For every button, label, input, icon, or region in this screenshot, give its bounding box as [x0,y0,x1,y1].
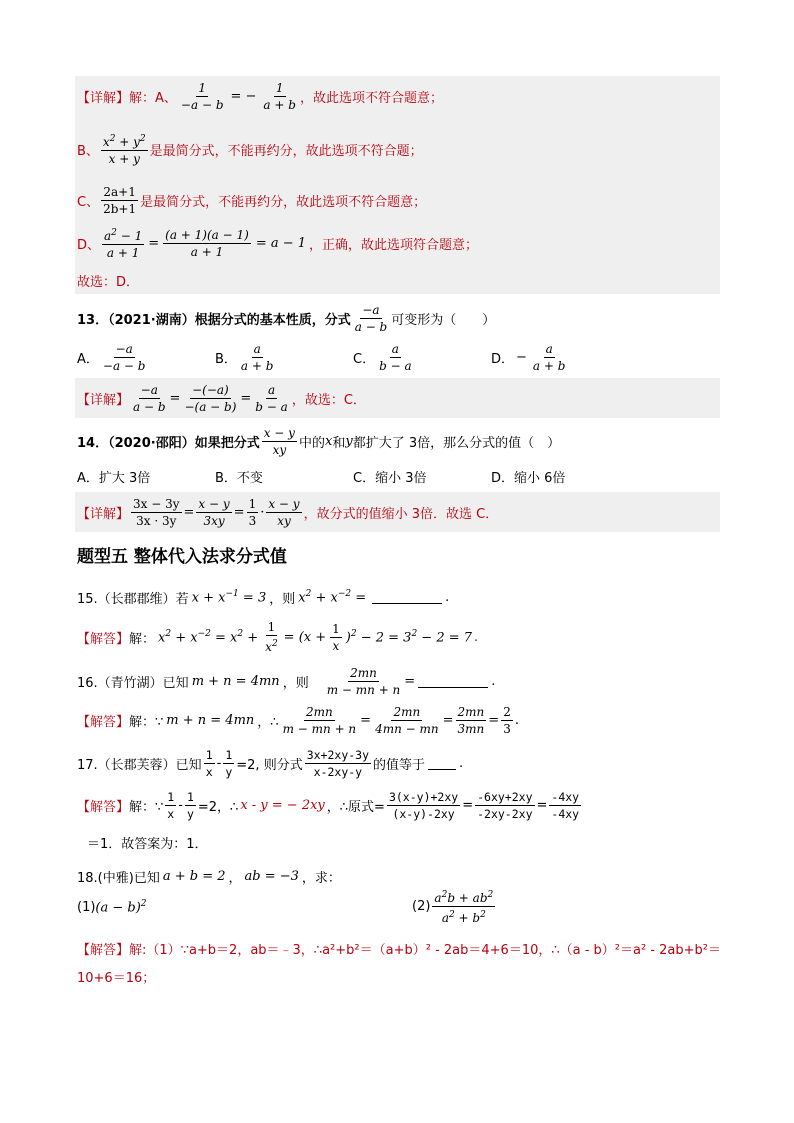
q15-answer-prefix: 解： [129,631,156,647]
detail-line-b-prefix: B、 [77,143,99,159]
detail-line-b [77,130,423,168]
detail-line-a-suffix: ，故此选项不符合题意； [299,90,443,106]
fraction: $\frac{1}{x}$ [332,621,340,653]
answer-tag: 【解答】 [77,714,130,730]
fraction: $\frac{1}{y}$ [225,747,233,779]
fraction: $\frac{a}{a + b}$ [532,341,566,373]
q18-part1: (1) $(a - b)^2$ [77,898,147,916]
fraction: $\frac{1}{-a - b}$ [180,80,224,112]
fraction: $\frac{x - y}{xy}$ [268,496,300,528]
answer-blank [372,591,442,604]
detail-line-c [77,182,426,218]
detail-tag: 【详解】 [77,506,130,522]
detail-line-d-prefix: D、 [77,237,101,253]
fraction: $\frac{a}{a + b}$ [240,341,274,373]
fraction: $\frac{-a}{a - b}$ [354,302,388,334]
q17-stem-prefix: 17.（长郡芙蓉）已知 [77,757,202,773]
q14-stem-and: 和 [332,435,346,451]
q13-detail-suffix: ，故选：C． [291,392,366,408]
q14-option-b: B．不变 [215,470,263,486]
q13-stem [77,302,495,334]
section-title: 题型五 整体代入法求分式值 [77,547,287,567]
fraction: $\frac{a}{b - a}$ [379,341,412,373]
q13-option-a [77,340,149,374]
q14-detail-suffix: ，故分式的值缩小 3倍．故选 C． [303,506,499,522]
q16-answer-mid: ，∴ [257,714,279,730]
fraction: $\frac{3x - 3y}{3x \cdot 3y}$ [133,496,180,528]
answer-blank [418,675,488,688]
fraction: $\frac{x - y}{xy}$ [263,425,295,457]
q14-option-c: C．缩小 3倍 [353,470,427,486]
q17-answer-mid: =2，∴ [197,799,239,815]
answer-tag: 【解答】 [77,799,130,815]
q17-answer-mid2: ，∴原式= [326,799,385,815]
q15-stem-mid: ，则 [269,591,296,607]
q14-option-d: D．缩小 6倍 [491,470,566,486]
fraction: $\frac{-a}{a - b}$ [133,382,166,414]
q13-stem-prefix: 13．（2021·湖南）根据分式的基本性质，分式 [77,312,351,328]
q16-stem-mid: ，则 [282,675,309,691]
fraction: $\frac{2mn}{4mn - mn}$ [375,704,439,736]
q18-stem-mid: ， [228,870,242,886]
q15-answer: 【解答】 解： $x^2 + x^{-2} = x^2$ + $\frac{1}{x^2}$ = (x + $\frac{1}{x}$ )$^2 - 2 = 3^2 - 2 = 7$ . [77,620,479,654]
q18-stem-prefix: 18.(中雅)已知 [77,870,160,886]
q13-option-c [353,340,416,374]
fraction: $\frac{-(-a)}{-(a - b)}$ [184,382,237,414]
q16-stem-prefix: 16.（青竹湖）已知 [77,675,189,691]
q15-stem: 15.（长郡郡维）若 $x + x^{-1} = 3$ ，则 $x^2 + x^{-2}$ = . [77,588,450,607]
detail-line-b-suffix: 是最简分式，不能再约分，故此选项不符合题； [149,143,423,159]
fraction: $\frac{x - y}{3xy}$ [198,496,230,528]
q13-option-b [215,340,277,374]
detail-line-c-prefix: C、 [77,194,100,210]
q16-stem: 16.（青竹湖）已知 m + n = 4mn ，则 $\frac{2mn}{m - mn + n}$ = . [77,665,496,697]
q16-answer: 【解答】 解：∵ m + n = 4mn ，∴ $\frac{2mn}{m - mn + n}$ = $\frac{2mn}{4mn - mn}$ = $\frac{2mn}{3mn}$ = $\frac{2}{3}$ . [77,704,519,736]
q14-stem-prefix: 14．（2020·邵阳）如果把分式 [77,435,260,451]
fraction: $\frac{-4xy}{-4xy}$ [551,789,580,821]
fraction: $\frac{1}{a + b}$ [263,80,296,112]
option-label: D． [491,351,515,367]
fraction: $\frac{x^2 + y^2}{x + y}$ [102,134,146,166]
detail-tag: 【详解】 [77,90,130,106]
q13-detail: 【详解】 $\frac{-a}{a - b}$ = $\frac{-(-a)}{-(a - b)}$ = $\frac{a}{b - a}$ ，故选：C． [77,382,366,414]
answer-tag: 【解答】 [77,942,130,958]
q17-answer: 【解答】 解：∵ $\frac{1}{x}$ - $\frac{1}{y}$ =2，∴ x - y = − 2xy ，∴原式= $\frac{3(x-y)+2xy}{(x-y)-2xy}$ = $\frac{-6xy+2xy}{-2xy-2xy}$ = $\frac{-4xy}{-4xy}$ [77,789,580,821]
fraction: $\frac{2mn}{3mn}$ [457,704,485,736]
fraction: $\frac{1}{3}$ [248,496,257,528]
q18-part2-label: (2) [412,898,431,914]
detail-line-a: 【详解】 解：A、 $\frac{1}{-a - b}$ = − $\frac{1}{a + b}$ ，故此选项不符合题意； [77,80,443,112]
fraction: $\frac{1}{x}$ [167,789,175,821]
fraction: $\frac{1}{x}$ [205,747,213,779]
fraction: $\frac{1}{x^2}$ [265,620,278,654]
fraction: $\frac{1}{y}$ [186,789,194,821]
fraction: $\frac{a}{b - a}$ [255,382,288,414]
q18-answer-line1: 解:（1）∵a+b＝2，ab＝﹣3，∴a²+b²＝（a+b）² - 2ab＝4+6＝10，∴（a - b）²＝a² - 2ab+b²＝ [129,942,721,958]
detail-conclusion: 故选：D． [77,274,140,290]
detail-tag: 【详解】 [77,392,130,408]
answer-tag: 【解答】 [77,631,130,647]
q18-answer [77,938,721,958]
option-label: A． [77,351,99,367]
q14-stem-mid: 中的 [298,435,325,451]
q16-answer-prefix: 解：∵ [129,714,164,730]
option-label: C． [353,351,376,367]
q14-stem: 14．（2020·邵阳）如果把分式 $\frac{x - y}{xy}$ 中的 x 和 y 都扩大了 3倍，那么分式的值（ ） [77,425,561,457]
fraction: $\frac{a^2 - 1}{a + 1}$ [104,228,143,260]
fraction: $\frac{-a}{-a - b}$ [102,341,146,373]
q14-detail: 【详解】 $\frac{3x - 3y}{3x \cdot 3y}$ = $\frac{x - y}{3xy}$ = $\frac{1}{3}$ · $\frac{x - y}{xy}$ ，故分式的值缩小 3倍．故选 C． [77,496,499,528]
q17-stem: 17.（长郡芙蓉）已知 $\frac{1}{x}$ - $\frac{1}{y}$ =2, 则分式 $\frac{3x+2xy-3y}{x-2xy-y}$ 的值等于 . [77,747,464,779]
q14-stem-suffix: 都扩大了 3倍，那么分式的值（ ） [352,435,561,451]
q17-answer-end: ＝1．故答案为：1． [87,836,208,852]
fraction: $\frac{a^2b + ab^2}{a^2 + b^2}$ [434,889,494,925]
fraction: $\frac{(a + 1)(a - 1)}{a + 1}$ [165,227,249,259]
detail-line-d: D、 $\frac{a^2 - 1}{a + 1}$ = $\frac{(a + 1)(a - 1)}{a + 1}$ = a − 1 ，正确，故此选项符合题意； [77,227,479,260]
fraction: $\frac{-6xy+2xy}{-2xy-2xy}$ [477,789,533,821]
q18-part2 [412,888,497,924]
q14-option-a: A．扩大 3倍 [77,470,151,486]
q13-option-d: D． − $\frac{a}{a + b}$ [491,341,566,373]
detail-line-a-prefix: 解：A、 [129,90,177,106]
q17-answer-prefix: 解：∵ [129,799,164,815]
detail-line-c-suffix: 是最简分式，不能再约分，故此选项不符合题意； [140,194,427,210]
q13-stem-suffix: 可变形为（ ） [391,312,496,328]
q18-answer-line2: 10+6＝16； [77,970,156,986]
fraction: $\frac{3x+2xy-3y}{x-2xy-y}$ [306,747,370,779]
q15-stem-prefix: 15.（长郡郡维）若 [77,591,189,607]
q18-part1-label: (1) [77,899,96,915]
fraction: $\frac{2mn}{m - mn + n}$ [282,704,357,736]
option-label: B． [215,351,237,367]
fraction: $\frac{2}{3}$ [503,704,511,736]
q18-stem: 18.(中雅)已知 a + b = 2 ， ab = −3 ，求： [77,868,341,886]
detail-line-d-suffix: ，正确，故此选项符合题意； [309,237,479,253]
q17-stem-suffix: 的值等于 [373,757,426,773]
q17-stem-mid: =2, 则分式 [236,757,303,773]
fraction: $\frac{2mn}{m - mn + n}$ [326,665,401,697]
q18-stem-suffix: ，求： [301,870,341,886]
fraction: $\frac{2a+1}{2b+1}$ [103,184,137,216]
answer-blank [428,757,456,770]
fraction: $\frac{3(x-y)+2xy}{(x-y)-2xy}$ [388,789,459,821]
